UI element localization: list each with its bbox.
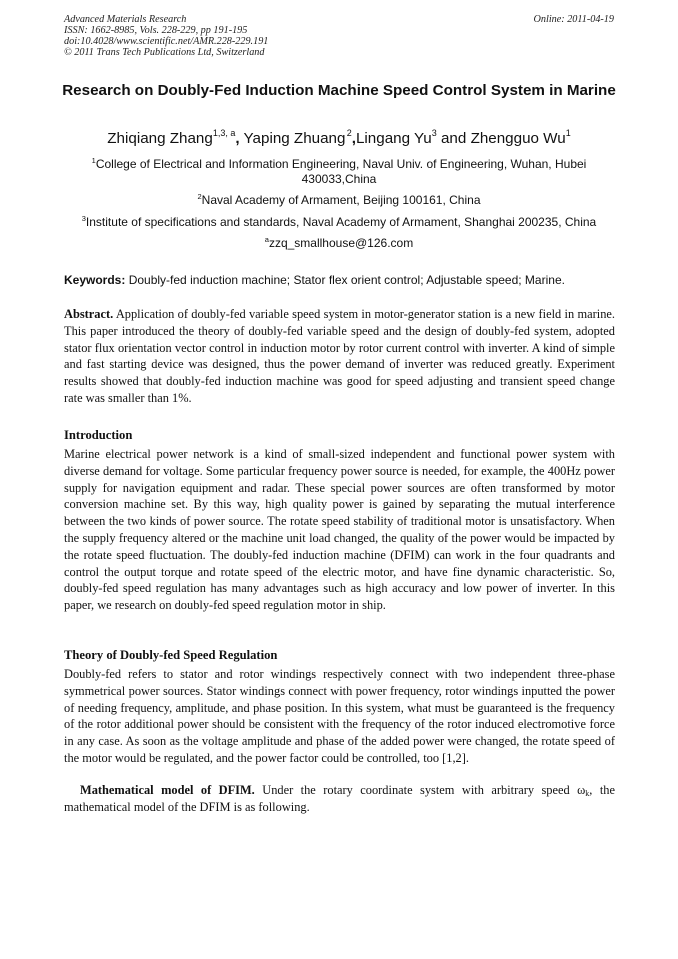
section-heading-introduction: Introduction [64, 428, 133, 442]
email-address: zzq_smallhouse@126.com [268, 236, 414, 250]
author-affiliation-mark: 1,3, a [212, 128, 236, 138]
affiliation [60, 157, 618, 186]
journal-name: Advanced Materials Research [64, 14, 187, 25]
author-list [40, 129, 638, 149]
model-text-before: Under the rotary coordinate system with arbitrary speed ω [262, 783, 586, 797]
author-affiliation-mark: 2 [346, 128, 352, 138]
keywords-label: Keywords: [64, 273, 126, 287]
affiliation-text: College of Electrical and Information Engineering, Naval Univ. of Engineering, Wuhan, Hubei 430033,China [95, 157, 587, 186]
doi-line: doi:10.4028/www.scientific.net/AMR.228-229.191 [64, 36, 269, 47]
author-name: Zhiqiang Zhang [107, 130, 213, 147]
contact-email [60, 236, 618, 251]
omega-subscript: k [585, 789, 590, 798]
author-name: Yaping Zhuang [243, 130, 346, 147]
author-conjunction: and [440, 130, 467, 147]
affiliation-mark: 2 [197, 192, 202, 201]
abstract-text: Application of doubly-fed variable speed system in motor-generator station is a new field in marine. This paper introduced the theory of doubly-fed variable speed and the design of doubly-fed system, adopted stator flux orientation vector control in induction motor by rotor current control with inverter. A kind of simple and fast starting device was designed, thus the power demand of inverter was reduced greatly. Experiment results showed that doubly-fed induction machine was good for speed adjusting and transient speed change rate was smaller than 1%. [64, 307, 615, 405]
copyright-line: © 2011 Trans Tech Publications Ltd, Switzerland [64, 47, 265, 58]
model-label: Mathematical model of DFIM. [80, 783, 255, 797]
abstract-label: Abstract. [64, 307, 114, 321]
abstract [64, 306, 615, 407]
section-heading-theory: Theory of Doubly-fed Speed Regulation [64, 648, 278, 662]
author-affiliation-mark: 3 [431, 128, 437, 138]
author-affiliation-mark: 1 [565, 128, 571, 138]
affiliation [40, 215, 638, 230]
affiliation-text: Naval Academy of Armament, Beijing 100161, China [201, 193, 481, 207]
author-name: Lingang Yu [355, 130, 432, 147]
paper-title: Research on Doubly-Fed Induction Machine Speed Control System in Marine [62, 82, 616, 99]
online-date: Online: 2011-04-19 [533, 14, 614, 25]
email-mark: a [264, 235, 269, 244]
author-name: Zhengguo Wu [470, 130, 566, 147]
model-text-after: , the mathematical model of the DFIM is as following. [64, 783, 615, 814]
affiliation-mark: 3 [81, 214, 86, 223]
affiliation-text: Institute of specifications and standards, Naval Academy of Armament, Shanghai 200235, China [85, 215, 597, 229]
issn-line: ISSN: 1662-8985, Vols. 228-229, pp 191-195 [64, 25, 248, 36]
theory-paragraph: Doubly-fed refers to stator and rotor windings respectively connect with two independent three-phase symmetrical power sources. Stator windings connect with power frequency, rotor windings inputted the power of needing frequency, amplitude, and phase position. In this system, what must be guaranteed is the frequency of the rotor additional power should be consistent with the frequency of the rotor induced electromotive force in any case. As soon as the voltage amplitude and phase of the added power were changed, the rotate speed of the motor would be regulated, and the power factor could be controlled, too [1,2]. [64, 667, 615, 765]
keywords [64, 273, 616, 287]
keywords-text: Doubly-fed induction machine; Stator flex orient control; Adjustable speed; Marine. [128, 273, 565, 287]
affiliation-mark: 1 [91, 156, 96, 165]
model-paragraph [64, 782, 615, 816]
journal-header [64, 14, 268, 58]
author-separator: , [235, 130, 240, 147]
introduction-paragraph: Marine electrical power network is a kind of small-sized independent and functional power system with diverse demand for voltage. Some particular frequency power source is needed, for example, the 400Hz power supply for navigation equipment and radar. These special power sources are often transformed by motor conversion machine set. By this way, high quality power is gained by separating the mutual interference between the two kinds of power source. The rotate speed stability of traditional motor is unsatisfactory. When the supply frequency altered or the machine unit load changed, the quality of the power would be impacted by the rotate speed fluctuation. The doubly-fed induction machine (DFIM) can work in the four quadrants and control the output torque and rotate speed of the electric motor, and have fine dynamic characteristic. So, doubly-fed speed regulation has many advantages such as high accuracy and low power of inverter. In this paper, we research on doubly-fed speed regulation motor in ship. [64, 447, 615, 613]
affiliation [60, 193, 618, 208]
author-separator: , [351, 130, 356, 147]
